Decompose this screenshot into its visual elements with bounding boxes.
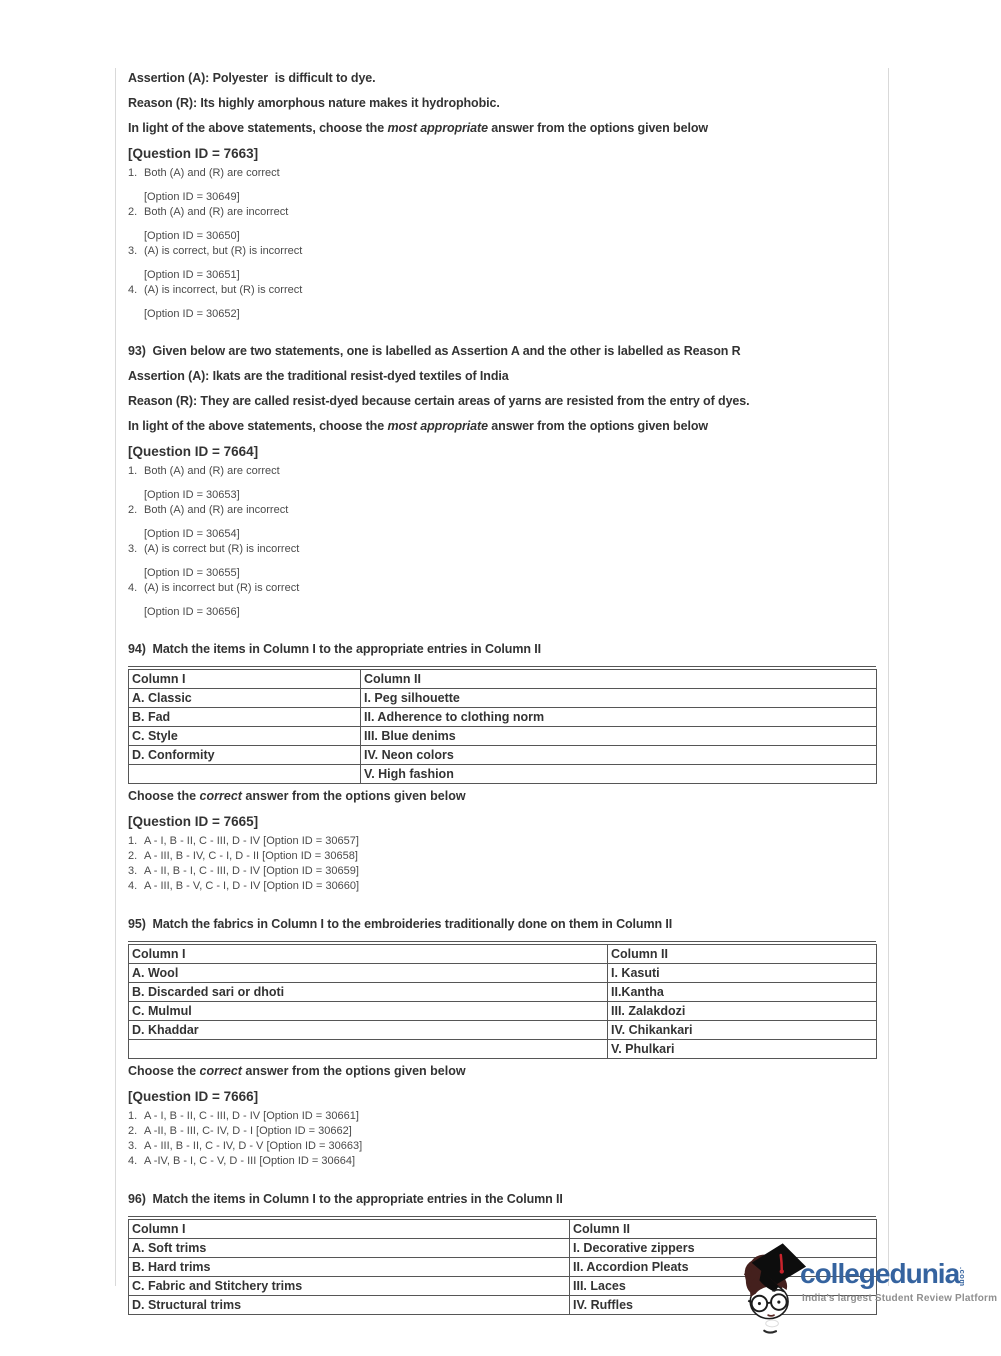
table-cell: I. Kasuti [608,964,877,983]
option-id-label: [Option ID = 30653] [144,489,240,501]
option-number: 4. [128,582,138,594]
table-header-cell: Column II [570,1220,877,1239]
option-text: A - I, B - II, C - III, D - IV [Option ID = 30661] [144,1110,359,1122]
option-item [128,864,876,879]
question-id-label: [Question ID = 7666] [128,1089,259,1104]
table-cell: III. Blue denims [361,727,877,746]
option-text: Both (A) and (R) are correct [144,167,280,179]
question-block-94 [128,641,876,894]
option-item [128,166,876,180]
table-row [129,983,877,1002]
option-number: 1. [128,465,138,477]
table-cell: D. Conformity [129,746,361,765]
brand-tld: .com [958,1267,967,1287]
option-number: 2. [128,1125,138,1137]
reason-statement: Reason (R): They are called resist-dyed because certain areas of yarns are resisted from the entry of dyes. [128,394,750,408]
table-cell: A. Wool [129,964,608,983]
table-header-cell: Column II [608,945,877,964]
table-row [129,1021,877,1040]
option-item [128,1154,876,1169]
option-text: A - III, B - II, C - IV, D - V [Option ID = 30663] [144,1140,363,1152]
table-row [129,964,877,983]
choose-emphasis: correct [199,789,242,803]
option-number: 1. [128,1110,138,1122]
instruction-emphasis: most appropriate [387,121,488,135]
table-row [129,765,877,784]
assertion-statement: Assertion (A): Polyester is difficult to dye. [128,71,376,85]
option-number: 4. [128,880,138,892]
option-text: A -IV, B - I, C - V, D - III [Option ID = 30664] [144,1155,356,1167]
option-number: 1. [128,835,138,847]
table-cell: A. Soft trims [129,1239,570,1258]
option-item [128,205,876,219]
option-text: A -II, B - III, C- IV, D - I [Option ID = 30662] [144,1125,352,1137]
table-cell: C. Mulmul [129,1002,608,1021]
table-header-cell: Column I [129,1220,570,1239]
option-item [128,244,876,258]
table-cell: I. Decorative zippers [570,1239,877,1258]
instruction-line [128,418,876,434]
table-cell: V. High fashion [361,765,877,784]
page-edge-line-right [888,68,889,1286]
question-block-7663 [128,70,876,321]
question-block-93 [128,343,876,619]
match-table-wrapper [128,666,876,784]
table-row [129,708,877,727]
table-header-cell: Column II [361,670,877,689]
choose-line [128,1063,876,1079]
instruction-emphasis: most appropriate [387,419,488,433]
option-text: Both (A) and (R) are incorrect [144,206,289,218]
option-item [128,283,876,297]
option-id-label: [Option ID = 30654] [144,528,240,540]
table-row [129,689,877,708]
question-heading: 96) Match the items in Column I to the appropriate entries in the Column II [128,1192,563,1206]
table-cell: C. Fabric and Stitchery trims [129,1277,570,1296]
choose-line [128,788,876,804]
option-text: (A) is correct, but (R) is incorrect [144,245,303,257]
option-item [128,503,876,517]
option-text: (A) is incorrect, but (R) is correct [144,284,303,296]
table-cell: IV. Neon colors [361,746,877,765]
collegedunia-mascot-icon [740,1241,808,1335]
option-number: 2. [128,504,138,516]
table-cell: B. Hard trims [129,1258,570,1277]
option-number: 4. [128,284,138,296]
choose-pre: Choose the [128,789,200,803]
option-text: Both (A) and (R) are correct [144,465,280,477]
question-id-label: [Question ID = 7664] [128,444,259,459]
option-number: 3. [128,245,138,257]
question-id-label: [Question ID = 7663] [128,146,259,161]
q94-match-table [128,669,877,784]
table-cell: D. Structural trims [129,1296,570,1315]
exam-paper-content [128,66,876,1319]
option-item [128,1109,876,1124]
q95-match-table [128,944,877,1059]
option-text: Both (A) and (R) are incorrect [144,504,289,516]
option-item [128,581,876,595]
question-heading: 94) Match the items in Column I to the appropriate entries in Column II [128,642,541,656]
option-number: 3. [128,865,138,877]
brand-wordmark: collegedunia [800,1258,960,1289]
option-item [128,834,876,849]
table-cell: III. Zalakdozi [608,1002,877,1021]
question-heading: 95) Match the fabrics in Column I to the embroideries traditionally done on them in Column II [128,917,673,931]
table-cell: B. Discarded sari or dhoti [129,983,608,1002]
table-header-cell: Column I [129,945,608,964]
option-text: A - III, B - IV, C - I, D - II [Option ID = 30658] [144,850,358,862]
option-number: 3. [128,1140,138,1152]
collegedunia-logo [740,1241,998,1337]
option-id-label: [Option ID = 30651] [144,269,240,281]
option-text: A - II, B - I, C - III, D - IV [Option ID = 30659] [144,865,359,877]
table-cell [129,1040,608,1059]
choose-emphasis: correct [199,1064,242,1078]
option-text: A - III, B - V, C - I, D - IV [Option ID = 30660] [144,880,360,892]
instruction-line [128,120,876,136]
table-row [129,1040,877,1059]
option-item [128,542,876,556]
option-id-label: [Option ID = 30655] [144,567,240,579]
option-number: 1. [128,167,138,179]
match-table-wrapper [128,941,876,1059]
table-cell: III. Laces [570,1277,877,1296]
option-text: (A) is incorrect but (R) is correct [144,582,300,594]
table-row [129,1002,877,1021]
table-cell [129,765,361,784]
option-id-label: [Option ID = 30652] [144,308,240,320]
page-edge-line-left [115,68,116,1286]
table-cell: I. Peg silhouette [361,689,877,708]
table-cell: C. Style [129,727,361,746]
table-cell: II. Accordion Pleats [570,1258,877,1277]
instruction-post: answer from the options given below [487,121,708,135]
option-number: 4. [128,1155,138,1167]
option-item [128,849,876,864]
reason-statement: Reason (R): Its highly amorphous nature makes it hydrophobic. [128,96,500,110]
option-id-label: [Option ID = 30650] [144,230,240,242]
option-item [128,1124,876,1139]
table-cell: V. Phulkari [608,1040,877,1059]
question-heading: 93) Given below are two statements, one is labelled as Assertion A and the other is labelled as Reason R [128,344,741,358]
option-item [128,879,876,894]
question-block-95 [128,916,876,1169]
choose-post: answer from the options given below [241,789,466,803]
option-number: 2. [128,850,138,862]
option-text: A - I, B - II, C - III, D - IV [Option ID = 30657] [144,835,359,847]
option-number: 3. [128,543,138,555]
instruction-post: answer from the options given below [487,419,708,433]
choose-post: answer from the options given below [241,1064,466,1078]
table-header-cell: Column I [129,670,361,689]
table-cell: IV. Ruffles [570,1296,877,1315]
table-cell: A. Classic [129,689,361,708]
brand-tagline: India's largest Student Review Platform [802,1293,998,1304]
table-cell: B. Fad [129,708,361,727]
option-id-label: [Option ID = 30656] [144,606,240,618]
assertion-statement: Assertion (A): Ikats are the traditional resist-dyed textiles of India [128,369,509,383]
question-id-label: [Question ID = 7665] [128,814,259,829]
option-item [128,464,876,478]
table-row [129,727,877,746]
table-row [129,746,877,765]
option-text: (A) is correct but (R) is incorrect [144,543,300,555]
table-cell: D. Khaddar [129,1021,608,1040]
option-id-label: [Option ID = 30649] [144,191,240,203]
instruction-pre: In light of the above statements, choose the [128,419,388,433]
choose-pre: Choose the [128,1064,200,1078]
table-cell: II.Kantha [608,983,877,1002]
option-number: 2. [128,206,138,218]
table-cell: II. Adherence to clothing norm [361,708,877,727]
table-cell: IV. Chikankari [608,1021,877,1040]
option-item [128,1139,876,1154]
instruction-pre: In light of the above statements, choose the [128,121,388,135]
